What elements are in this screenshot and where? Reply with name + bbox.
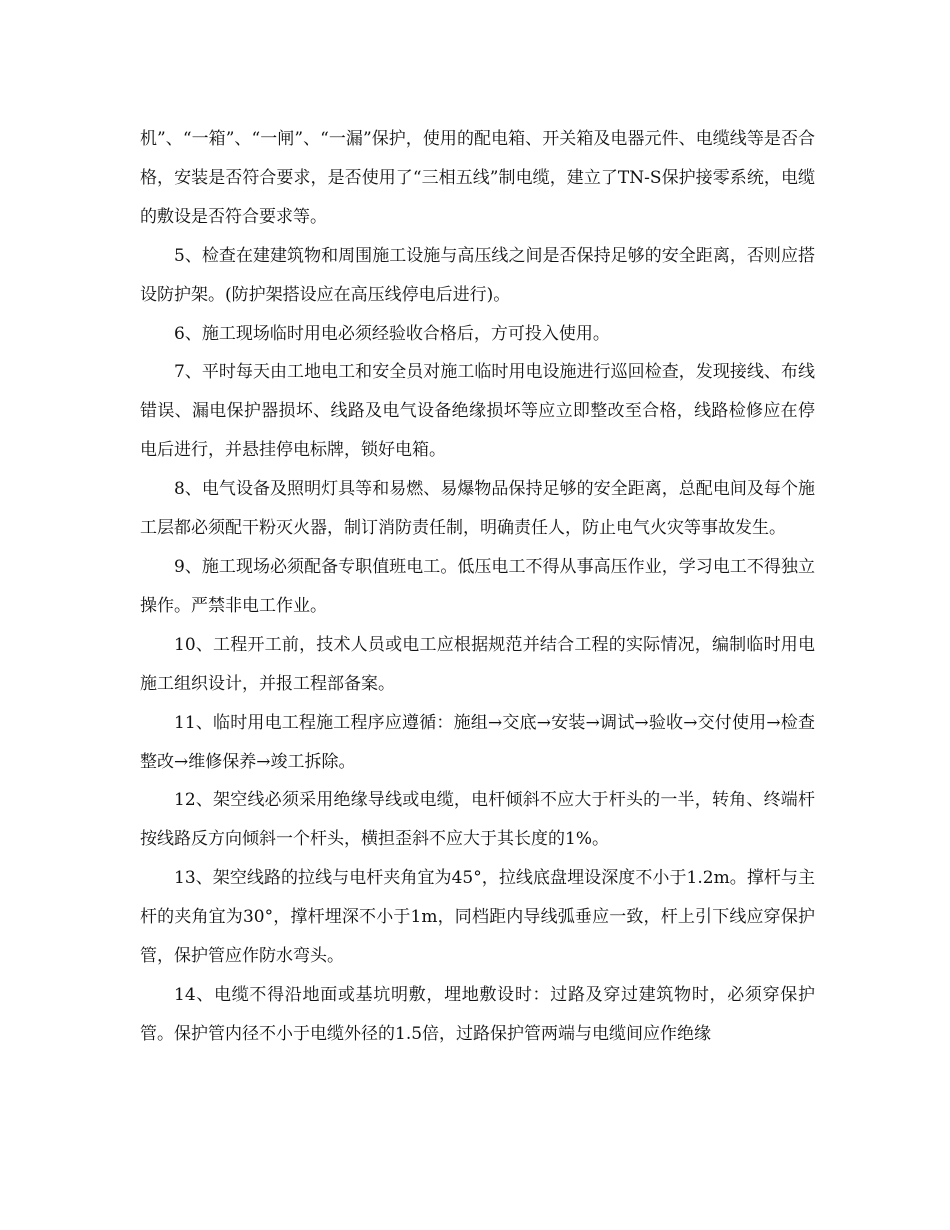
paragraph-item-7: 7、平时每天由工地电工和安全员对施工临时用电设施进行巡回检查，发现接线、布线错误、漏电保护器损坏、线路及电气设备绝缘损坏等应立即整改至合格，线路检修应在停电后进行，并悬挂停电标牌，锁好电箱。 [140,362,815,461]
paragraph-item-12: 12、架空线必须采用绝缘导线或电缆，电杆倾斜不应大于杆头的一半，转角、终端杆按线路反方向倾斜一个杆头，横担歪斜不应大于其长度的1%。 [140,790,815,850]
paragraph-item-14: 14、电缆不得沿地面或基坑明敷，埋地敷设时：过路及穿过建筑物时，必须穿保护管。保护管内径不小于电缆外径的1.5倍，过路保护管两端与电缆间应作绝缘 [140,984,815,1044]
paragraph-item-5: 5、检查在建建筑物和周围施工设施与高压线之间是否保持足够的安全距离，否则应搭设防护架。(防护架搭设应在高压线停电后进行)。 [140,245,815,305]
paragraph-item-8: 8、电气设备及照明灯具等和易燃、易爆物品保持足够的安全距离，总配电间及每个施工层都必须配干粉灭火器，制订消防责任制，明确责任人，防止电气火灾等事故发生。 [140,479,815,539]
paragraph-continuation: 机”、“一箱”、“一闸”、“一漏”保护，使用的配电箱、开关箱及电器元件、电缆线等是否合格，安装是否符合要求，是否使用了“三相五线”制电缆，建立了TN-S保护接零系统，电缆的敷设是否符合要求等。 [140,129,815,227]
paragraph-item-13: 13、架空线路的拉线与电杆夹角宜为45°，拉线底盘埋设深度不小于1.2m。撑杆与主杆的夹角宜为30°，撑杆埋深不小于1m，同档距内导线弧垂应一致，杆上引下线应穿保护管，保护管应作防水弯头。 [140,868,815,967]
paragraph-item-11: 11、临时用电工程施工程序应遵循：施组→交底→安装→调试→验收→交付使用→检查整改→维修保养→竣工拆除。 [140,712,815,772]
paragraph-item-9: 9、施工现场必须配备专职值班电工。低压电工不得从事高压作业，学习电工不得独立操作。严禁非电工作业。 [140,556,815,616]
paragraph-item-6: 6、施工现场临时用电必须经验收合格后，方可投入使用。 [174,323,610,344]
paragraph-item-10: 10、工程开工前，技术人员或电工应根据规范并结合工程的实际情况，编制临时用电施工组织设计，并报工程部备案。 [140,634,815,694]
document-body [140,120,815,1054]
